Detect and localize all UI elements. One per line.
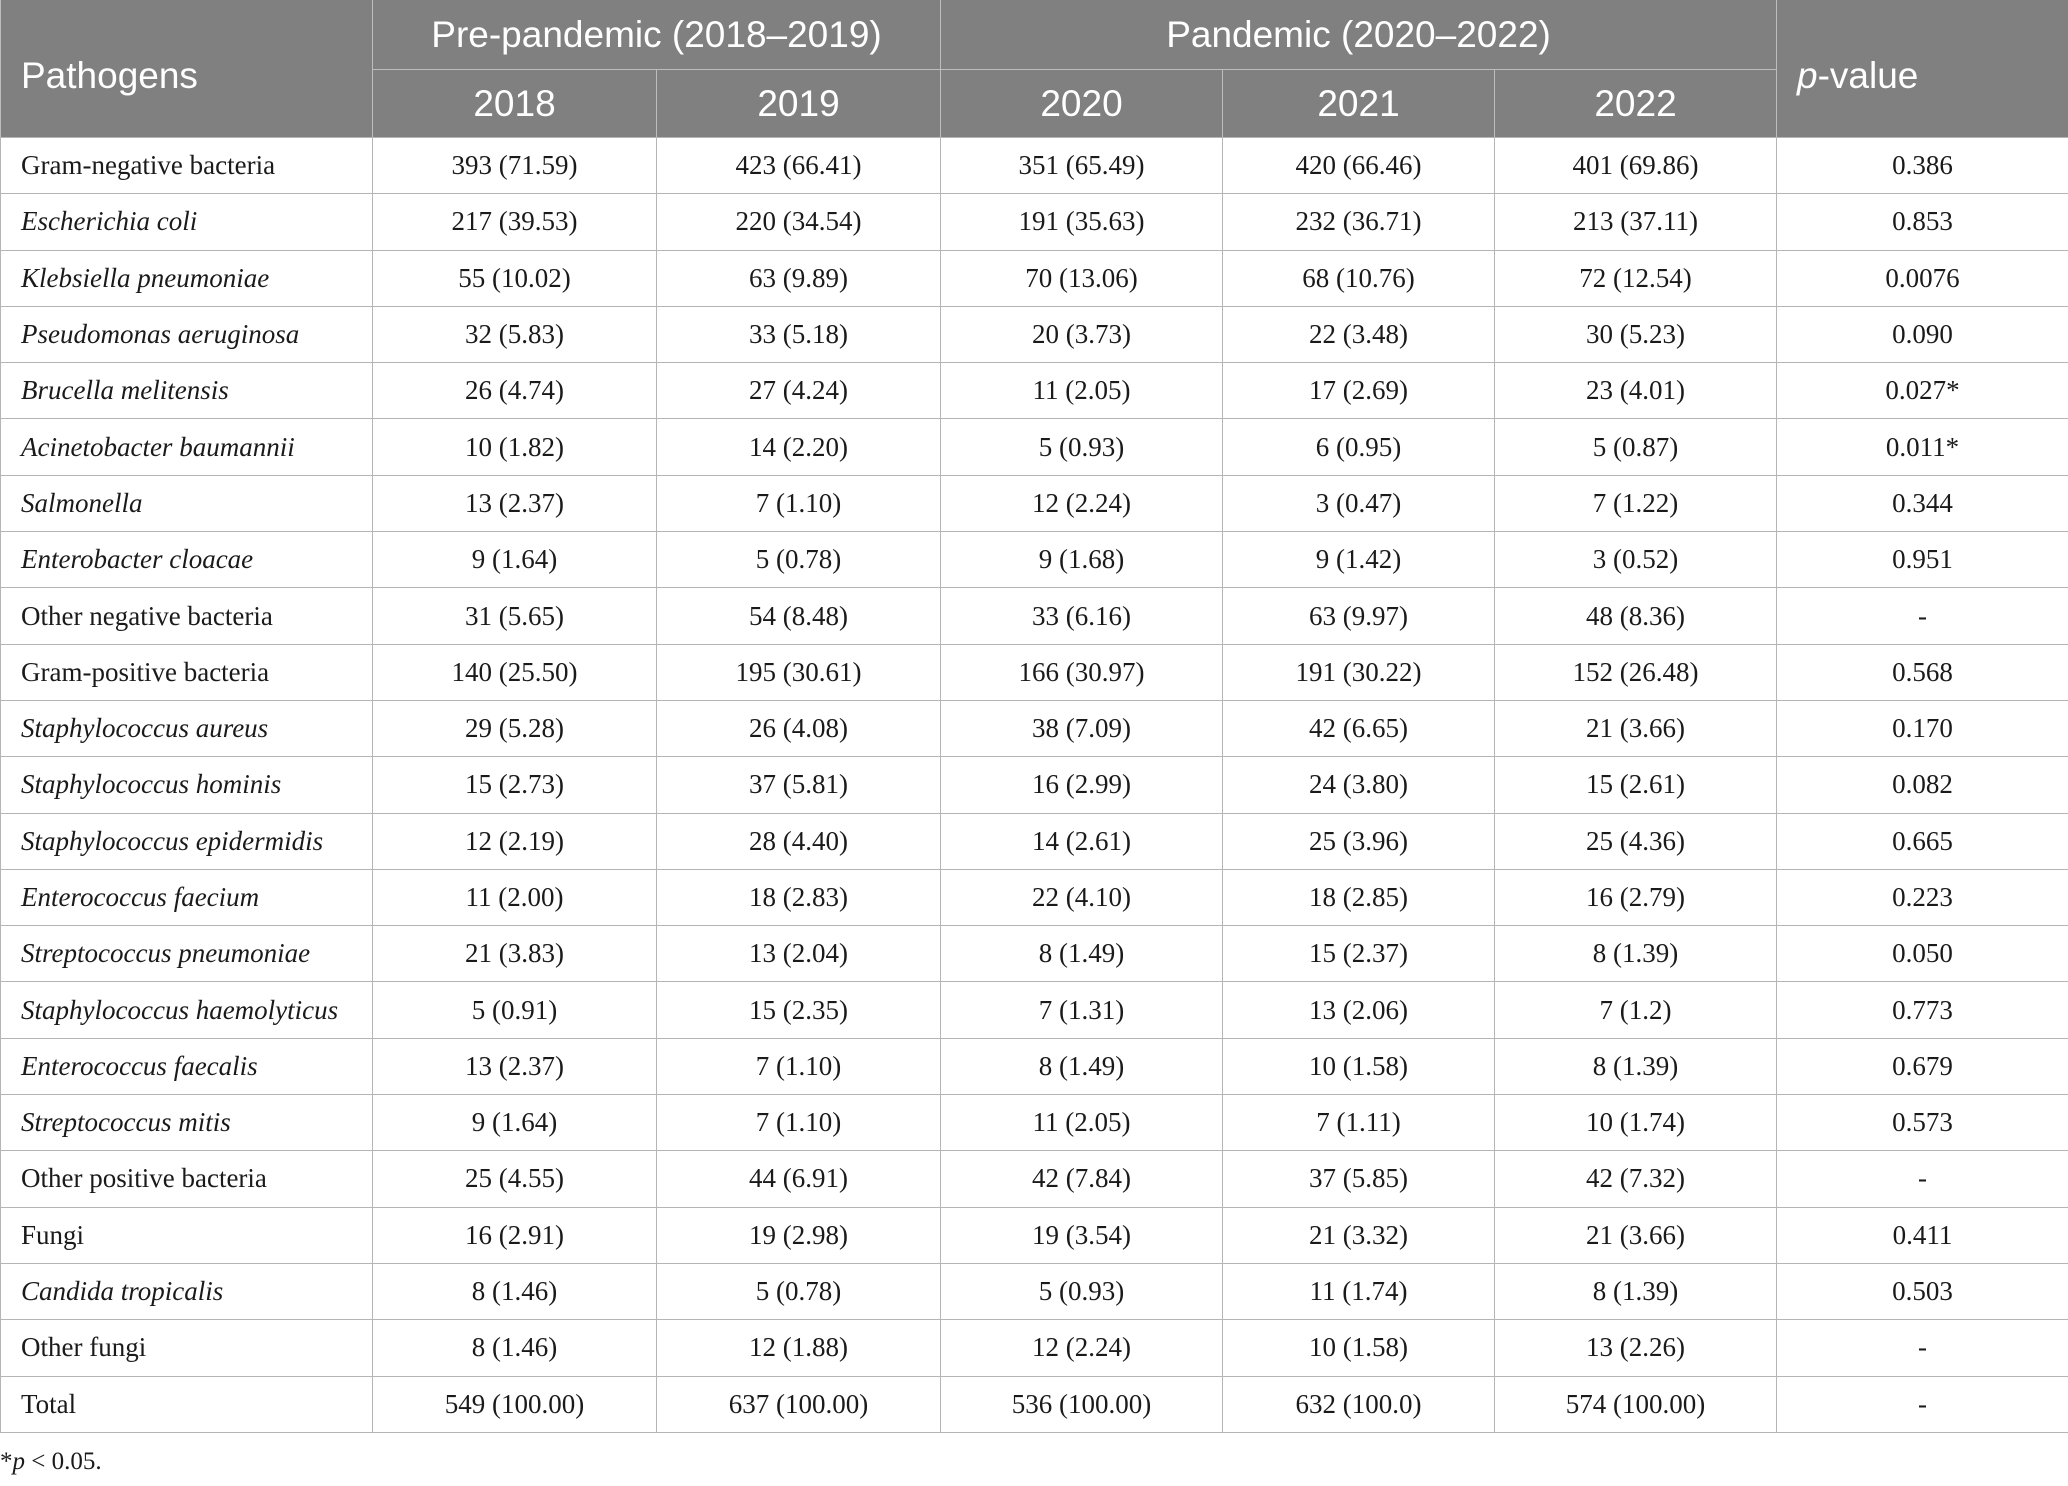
table-row — [1, 419, 2068, 475]
table-row — [1, 306, 2068, 362]
count-cell-2021: 24 (3.80) — [1223, 757, 1495, 813]
pathogen-name-cell: Staphylococcus epidermidis — [1, 813, 373, 869]
count-cell-2019: 27 (4.24) — [657, 363, 941, 419]
count-cell-2022: 7 (1.2) — [1495, 982, 1777, 1038]
count-cell-2021: 37 (5.85) — [1223, 1151, 1495, 1207]
pathogen-name-cell: Gram-negative bacteria — [1, 138, 373, 194]
count-cell-2020: 19 (3.54) — [941, 1207, 1223, 1263]
count-cell-2022: 574 (100.00) — [1495, 1376, 1777, 1432]
p-value-cell: 0.082 — [1777, 757, 2068, 813]
count-cell-2020: 5 (0.93) — [941, 419, 1223, 475]
pathogen-name-cell: Staphylococcus aureus — [1, 700, 373, 756]
header-p-value — [1777, 0, 2068, 138]
count-cell-2019: 7 (1.10) — [657, 1038, 941, 1094]
header-year-2020: 2020 — [941, 70, 1223, 138]
count-cell-2020: 12 (2.24) — [941, 1320, 1223, 1376]
count-cell-2019: 19 (2.98) — [657, 1207, 941, 1263]
p-value-cell: 0.090 — [1777, 306, 2068, 362]
count-cell-2021: 3 (0.47) — [1223, 475, 1495, 531]
count-cell-2022: 3 (0.52) — [1495, 532, 1777, 588]
header-pathogens: Pathogens — [1, 0, 373, 138]
count-cell-2018: 11 (2.00) — [373, 869, 657, 925]
count-cell-2020: 42 (7.84) — [941, 1151, 1223, 1207]
count-cell-2019: 7 (1.10) — [657, 475, 941, 531]
count-cell-2022: 7 (1.22) — [1495, 475, 1777, 531]
count-cell-2018: 8 (1.46) — [373, 1320, 657, 1376]
count-cell-2021: 420 (66.46) — [1223, 138, 1495, 194]
count-cell-2022: 16 (2.79) — [1495, 869, 1777, 925]
count-cell-2019: 7 (1.10) — [657, 1095, 941, 1151]
footnote-p: p — [12, 1448, 25, 1475]
count-cell-2018: 25 (4.55) — [373, 1151, 657, 1207]
p-value-cell: 0.386 — [1777, 138, 2068, 194]
count-cell-2019: 18 (2.83) — [657, 869, 941, 925]
count-cell-2018: 9 (1.64) — [373, 532, 657, 588]
count-cell-2019: 54 (8.48) — [657, 588, 941, 644]
count-cell-2022: 5 (0.87) — [1495, 419, 1777, 475]
count-cell-2022: 72 (12.54) — [1495, 250, 1777, 306]
count-cell-2018: 8 (1.46) — [373, 1263, 657, 1319]
pathogen-name-cell: Enterobacter cloacae — [1, 532, 373, 588]
count-cell-2020: 7 (1.31) — [941, 982, 1223, 1038]
footnote-star: * — [0, 1448, 13, 1475]
table-row — [1, 1376, 2068, 1432]
count-cell-2020: 38 (7.09) — [941, 700, 1223, 756]
count-cell-2020: 22 (4.10) — [941, 869, 1223, 925]
p-value-cell: 0.411 — [1777, 1207, 2068, 1263]
count-cell-2022: 15 (2.61) — [1495, 757, 1777, 813]
p-value-cell: 0.344 — [1777, 475, 2068, 531]
count-cell-2019: 63 (9.89) — [657, 250, 941, 306]
count-cell-2021: 6 (0.95) — [1223, 419, 1495, 475]
count-cell-2021: 15 (2.37) — [1223, 926, 1495, 982]
count-cell-2018: 26 (4.74) — [373, 363, 657, 419]
table-row — [1, 588, 2068, 644]
count-cell-2020: 536 (100.00) — [941, 1376, 1223, 1432]
header-year-2021: 2021 — [1223, 70, 1495, 138]
count-cell-2021: 10 (1.58) — [1223, 1320, 1495, 1376]
count-cell-2020: 191 (35.63) — [941, 194, 1223, 250]
count-cell-2021: 7 (1.11) — [1223, 1095, 1495, 1151]
pathogen-name-cell: Escherichia coli — [1, 194, 373, 250]
header-year-2019: 2019 — [657, 70, 941, 138]
count-cell-2019: 637 (100.00) — [657, 1376, 941, 1432]
table-row — [1, 1095, 2068, 1151]
table-row — [1, 1151, 2068, 1207]
pathogen-name-cell: Acinetobacter baumannii — [1, 419, 373, 475]
p-value-cell: 0.573 — [1777, 1095, 2068, 1151]
count-cell-2022: 48 (8.36) — [1495, 588, 1777, 644]
table-row — [1, 1207, 2068, 1263]
count-cell-2021: 9 (1.42) — [1223, 532, 1495, 588]
table-body — [1, 138, 2068, 1433]
count-cell-2021: 11 (1.74) — [1223, 1263, 1495, 1319]
pathogen-name-cell: Enterococcus faecalis — [1, 1038, 373, 1094]
count-cell-2019: 14 (2.20) — [657, 419, 941, 475]
p-value-cell: 0.0076 — [1777, 250, 2068, 306]
p-value-cell: - — [1777, 1376, 2068, 1432]
p-value-cell: - — [1777, 1151, 2068, 1207]
count-cell-2020: 9 (1.68) — [941, 532, 1223, 588]
table-row — [1, 926, 2068, 982]
count-cell-2019: 28 (4.40) — [657, 813, 941, 869]
count-cell-2018: 21 (3.83) — [373, 926, 657, 982]
count-cell-2018: 9 (1.64) — [373, 1095, 657, 1151]
count-cell-2022: 30 (5.23) — [1495, 306, 1777, 362]
count-cell-2021: 13 (2.06) — [1223, 982, 1495, 1038]
p-value-cell: - — [1777, 1320, 2068, 1376]
pathogen-name-cell: Pseudomonas aeruginosa — [1, 306, 373, 362]
table-row — [1, 757, 2068, 813]
count-cell-2021: 21 (3.32) — [1223, 1207, 1495, 1263]
count-cell-2020: 351 (65.49) — [941, 138, 1223, 194]
pathogen-name-cell: Fungi — [1, 1207, 373, 1263]
count-cell-2021: 63 (9.97) — [1223, 588, 1495, 644]
count-cell-2019: 5 (0.78) — [657, 532, 941, 588]
p-value-cell: 0.679 — [1777, 1038, 2068, 1094]
table-row — [1, 982, 2068, 1038]
count-cell-2021: 25 (3.96) — [1223, 813, 1495, 869]
count-cell-2020: 11 (2.05) — [941, 1095, 1223, 1151]
table-row — [1, 194, 2068, 250]
count-cell-2018: 393 (71.59) — [373, 138, 657, 194]
count-cell-2020: 166 (30.97) — [941, 644, 1223, 700]
p-value-cell: - — [1777, 588, 2068, 644]
count-cell-2022: 8 (1.39) — [1495, 1038, 1777, 1094]
count-cell-2019: 12 (1.88) — [657, 1320, 941, 1376]
count-cell-2018: 16 (2.91) — [373, 1207, 657, 1263]
p-value-cell: 0.773 — [1777, 982, 2068, 1038]
p-value-cell: 0.665 — [1777, 813, 2068, 869]
count-cell-2018: 549 (100.00) — [373, 1376, 657, 1432]
table-footnote — [0, 1448, 102, 1476]
table-row — [1, 475, 2068, 531]
table-row — [1, 1263, 2068, 1319]
count-cell-2019: 26 (4.08) — [657, 700, 941, 756]
pathogen-name-cell: Staphylococcus hominis — [1, 757, 373, 813]
count-cell-2019: 195 (30.61) — [657, 644, 941, 700]
pathogen-name-cell: Other negative bacteria — [1, 588, 373, 644]
count-cell-2022: 21 (3.66) — [1495, 700, 1777, 756]
count-cell-2019: 44 (6.91) — [657, 1151, 941, 1207]
count-cell-2022: 10 (1.74) — [1495, 1095, 1777, 1151]
count-cell-2020: 70 (13.06) — [941, 250, 1223, 306]
pathogen-name-cell: Other positive bacteria — [1, 1151, 373, 1207]
header-p-rest: -value — [1817, 54, 1919, 96]
count-cell-2022: 213 (37.11) — [1495, 194, 1777, 250]
table-row — [1, 138, 2068, 194]
count-cell-2022: 25 (4.36) — [1495, 813, 1777, 869]
table-row — [1, 869, 2068, 925]
count-cell-2022: 21 (3.66) — [1495, 1207, 1777, 1263]
pathogen-name-cell: Other fungi — [1, 1320, 373, 1376]
count-cell-2022: 8 (1.39) — [1495, 926, 1777, 982]
count-cell-2020: 5 (0.93) — [941, 1263, 1223, 1319]
pathogen-name-cell: Streptococcus mitis — [1, 1095, 373, 1151]
count-cell-2018: 10 (1.82) — [373, 419, 657, 475]
header-pandemic: Pandemic (2020–2022) — [941, 0, 1777, 70]
count-cell-2018: 12 (2.19) — [373, 813, 657, 869]
count-cell-2021: 232 (36.71) — [1223, 194, 1495, 250]
table-header — [1, 0, 2068, 138]
count-cell-2019: 13 (2.04) — [657, 926, 941, 982]
count-cell-2020: 16 (2.99) — [941, 757, 1223, 813]
count-cell-2019: 423 (66.41) — [657, 138, 941, 194]
count-cell-2022: 13 (2.26) — [1495, 1320, 1777, 1376]
p-value-cell: 0.951 — [1777, 532, 2068, 588]
pathogen-name-cell: Brucella melitensis — [1, 363, 373, 419]
pathogen-name-cell: Gram-positive bacteria — [1, 644, 373, 700]
count-cell-2018: 29 (5.28) — [373, 700, 657, 756]
count-cell-2018: 5 (0.91) — [373, 982, 657, 1038]
count-cell-2021: 22 (3.48) — [1223, 306, 1495, 362]
header-pre-pandemic: Pre-pandemic (2018–2019) — [373, 0, 941, 70]
count-cell-2021: 42 (6.65) — [1223, 700, 1495, 756]
count-cell-2018: 217 (39.53) — [373, 194, 657, 250]
count-cell-2019: 220 (34.54) — [657, 194, 941, 250]
pathogen-name-cell: Klebsiella pneumoniae — [1, 250, 373, 306]
count-cell-2018: 140 (25.50) — [373, 644, 657, 700]
pathogen-name-cell: Enterococcus faecium — [1, 869, 373, 925]
p-value-cell: 0.568 — [1777, 644, 2068, 700]
pathogen-name-cell: Staphylococcus haemolyticus — [1, 982, 373, 1038]
table-row — [1, 813, 2068, 869]
count-cell-2020: 14 (2.61) — [941, 813, 1223, 869]
count-cell-2018: 32 (5.83) — [373, 306, 657, 362]
count-cell-2021: 18 (2.85) — [1223, 869, 1495, 925]
p-value-cell: 0.853 — [1777, 194, 2068, 250]
count-cell-2022: 152 (26.48) — [1495, 644, 1777, 700]
count-cell-2019: 37 (5.81) — [657, 757, 941, 813]
table-row — [1, 250, 2068, 306]
count-cell-2020: 8 (1.49) — [941, 1038, 1223, 1094]
count-cell-2021: 68 (10.76) — [1223, 250, 1495, 306]
count-cell-2020: 20 (3.73) — [941, 306, 1223, 362]
count-cell-2021: 10 (1.58) — [1223, 1038, 1495, 1094]
table-row — [1, 1320, 2068, 1376]
pathogen-name-cell: Salmonella — [1, 475, 373, 531]
header-p-italic: p — [1797, 54, 1818, 96]
count-cell-2019: 33 (5.18) — [657, 306, 941, 362]
p-value-cell: 0.170 — [1777, 700, 2068, 756]
table-row — [1, 363, 2068, 419]
table-row — [1, 644, 2068, 700]
count-cell-2018: 31 (5.65) — [373, 588, 657, 644]
count-cell-2022: 401 (69.86) — [1495, 138, 1777, 194]
count-cell-2021: 632 (100.0) — [1223, 1376, 1495, 1432]
p-value-cell: 0.503 — [1777, 1263, 2068, 1319]
p-value-cell: 0.050 — [1777, 926, 2068, 982]
count-cell-2020: 33 (6.16) — [941, 588, 1223, 644]
pathogen-name-cell: Streptococcus pneumoniae — [1, 926, 373, 982]
count-cell-2022: 8 (1.39) — [1495, 1263, 1777, 1319]
count-cell-2021: 17 (2.69) — [1223, 363, 1495, 419]
count-cell-2022: 42 (7.32) — [1495, 1151, 1777, 1207]
count-cell-2019: 5 (0.78) — [657, 1263, 941, 1319]
count-cell-2018: 55 (10.02) — [373, 250, 657, 306]
count-cell-2022: 23 (4.01) — [1495, 363, 1777, 419]
header-year-2018: 2018 — [373, 70, 657, 138]
table-row — [1, 532, 2068, 588]
count-cell-2018: 13 (2.37) — [373, 1038, 657, 1094]
p-value-cell: 0.011* — [1777, 419, 2068, 475]
count-cell-2020: 12 (2.24) — [941, 475, 1223, 531]
p-value-cell: 0.027* — [1777, 363, 2068, 419]
footnote-text: < 0.05. — [25, 1448, 102, 1475]
table-row — [1, 1038, 2068, 1094]
pathogen-name-cell: Candida tropicalis — [1, 1263, 373, 1319]
p-value-cell: 0.223 — [1777, 869, 2068, 925]
header-row-groups — [1, 0, 2068, 70]
count-cell-2018: 15 (2.73) — [373, 757, 657, 813]
count-cell-2020: 8 (1.49) — [941, 926, 1223, 982]
count-cell-2019: 15 (2.35) — [657, 982, 941, 1038]
count-cell-2021: 191 (30.22) — [1223, 644, 1495, 700]
pathogen-name-cell: Total — [1, 1376, 373, 1432]
table-row — [1, 700, 2068, 756]
count-cell-2020: 11 (2.05) — [941, 363, 1223, 419]
header-year-2022: 2022 — [1495, 70, 1777, 138]
count-cell-2018: 13 (2.37) — [373, 475, 657, 531]
